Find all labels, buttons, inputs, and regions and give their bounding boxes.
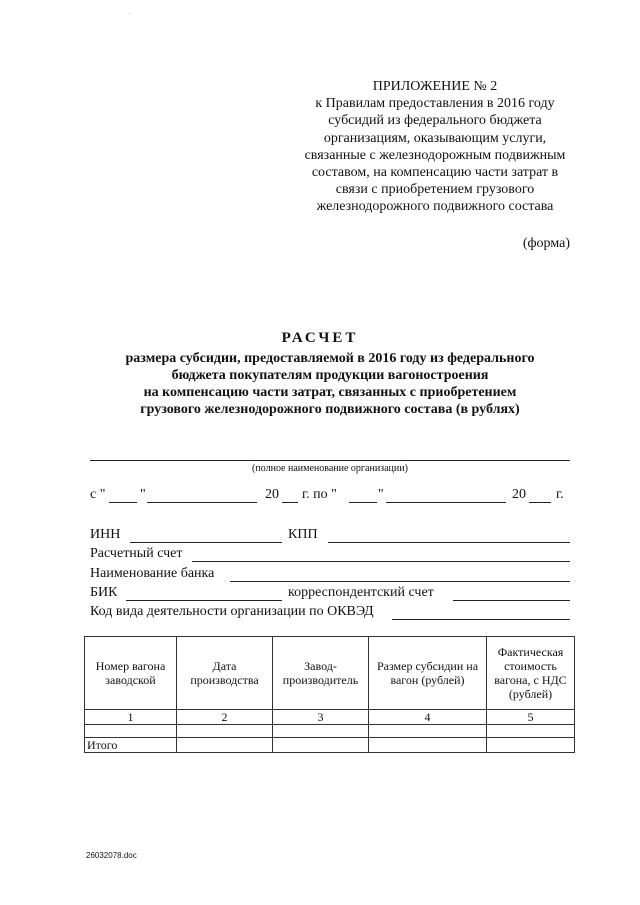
table-cell[interactable] xyxy=(177,738,273,753)
header-production-date: Дата производства xyxy=(177,637,273,710)
header-manufacturer: Завод-производитель xyxy=(273,637,369,710)
header-subsidy-amount: Размер субсидии на вагон (рублей) xyxy=(369,637,487,710)
table-header-row xyxy=(85,637,575,710)
inn-label: ИНН xyxy=(90,527,121,542)
header-wagon-number: Номер вагона заводской xyxy=(85,637,177,710)
period-to-day-field[interactable] xyxy=(349,502,377,503)
appendix-line: связанные с железнодорожным подвижным xyxy=(304,147,566,163)
appendix-line: к Правилам предоставления в 2016 году xyxy=(315,96,555,112)
calculation-table xyxy=(84,636,575,753)
period-from-prefix: с " xyxy=(90,487,106,502)
appendix-line: ПРИЛОЖЕНИЕ № 2 xyxy=(372,79,498,94)
table-cell[interactable] xyxy=(487,738,575,753)
appendix-line: связи с приобретением грузового xyxy=(335,182,535,198)
period-row xyxy=(90,487,105,503)
appendix-line: составом, на компенсацию части затрат в xyxy=(311,165,559,181)
subtitle-line: бюджета покупателям продукции вагоностроения xyxy=(171,368,489,383)
header-actual-cost: Фактическая стоимость вагона, с НДС (рублей) xyxy=(487,637,575,710)
inn-field[interactable] xyxy=(130,542,282,543)
org-name-field[interactable] xyxy=(90,460,570,461)
period-year-prefix-1: 20 xyxy=(265,487,279,502)
document-title: РАСЧЕТ xyxy=(281,330,359,346)
subtitle-line: грузового железнодорожного подвижного состава (в рублях) xyxy=(140,402,520,417)
column-number: 3 xyxy=(273,710,369,725)
okved-field[interactable] xyxy=(392,619,570,620)
appendix-block xyxy=(290,78,580,216)
form-label: (форма) xyxy=(522,236,570,251)
table-cell[interactable] xyxy=(273,725,369,738)
account-field[interactable] xyxy=(192,561,570,562)
period-quote-2: " xyxy=(378,487,384,502)
column-number: 5 xyxy=(487,710,575,725)
column-number: 4 xyxy=(369,710,487,725)
period-to-year-field[interactable] xyxy=(529,502,551,503)
period-from-year-field[interactable] xyxy=(282,502,298,503)
org-name-caption: (полное наименование организации) xyxy=(252,463,408,474)
account-label: Расчетный счет xyxy=(90,546,183,561)
period-from-day-field[interactable] xyxy=(109,502,137,503)
table-cell[interactable] xyxy=(369,725,487,738)
column-number: 2 xyxy=(177,710,273,725)
kpp-field[interactable] xyxy=(328,542,570,543)
table-cell[interactable] xyxy=(85,725,177,738)
bank-label: Наименование банка xyxy=(90,566,215,581)
bik-field[interactable] xyxy=(126,600,282,601)
bik-label: БИК xyxy=(90,585,118,600)
table-cell[interactable] xyxy=(487,725,575,738)
appendix-line: железнодорожного подвижного состава xyxy=(316,199,554,215)
table-cell[interactable] xyxy=(177,725,273,738)
period-from-month-field[interactable] xyxy=(147,502,257,503)
table-total-row xyxy=(85,738,575,753)
kpp-label: КПП xyxy=(288,527,318,542)
period-year-suffix: г. xyxy=(556,487,564,502)
appendix-line: организациям, оказывающим услуги, xyxy=(323,130,547,146)
period-to-month-field[interactable] xyxy=(386,502,506,503)
period-to-label: г. по " xyxy=(302,487,337,502)
corr-account-field[interactable] xyxy=(453,600,570,601)
corr-account-label: корреспондентский счет xyxy=(288,585,434,600)
appendix-line: субсидий из федерального бюджета xyxy=(328,113,542,129)
period-quote-1: " xyxy=(140,487,146,502)
table-number-row xyxy=(85,710,575,725)
file-name: 26032078.doc xyxy=(86,851,137,860)
subtitle-line: размера субсидии, предоставляемой в 2016 году из федерального xyxy=(125,351,535,366)
subtitle-line: на компенсацию части затрат, связанных с приобретением xyxy=(143,385,517,400)
scan-dot: · xyxy=(128,10,131,18)
document-subtitle xyxy=(60,350,600,418)
table-cell[interactable] xyxy=(369,738,487,753)
total-label: Итого xyxy=(85,738,177,753)
okved-label: Код вида деятельности организации по ОКВЭД xyxy=(90,604,374,619)
period-year-prefix-2: 20 xyxy=(512,487,526,502)
table-cell[interactable] xyxy=(273,738,369,753)
table-row xyxy=(85,725,575,738)
bank-field[interactable] xyxy=(230,581,570,582)
column-number: 1 xyxy=(85,710,177,725)
